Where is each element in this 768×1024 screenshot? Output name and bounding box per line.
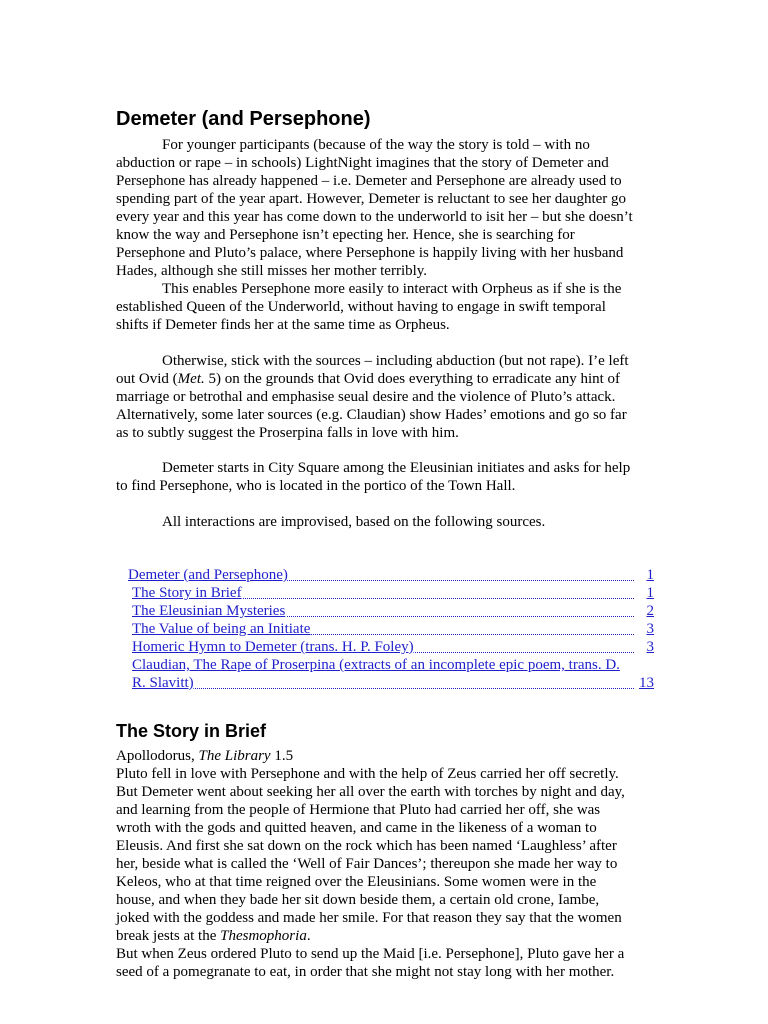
story-line: Pluto fell in love with Persephone and with the help of Zeus carried her off secretly.: [116, 766, 619, 782]
toc-entry-title: The Value of being an Initiate: [132, 621, 311, 637]
otherwise-line: as to subtly suggest the Proserpina falls in love with him.: [116, 425, 459, 441]
story-line: her, beside what is called the ‘Well of Fair Dances’; thereupon she made her way to: [116, 856, 618, 872]
story-line: Eleusis. And first she sat down on the rock which has been named ‘Laughless’ after: [116, 838, 617, 854]
intro-line: every year and this year has come down to the underworld to isit her – but she doesn’t: [116, 209, 633, 225]
toc-entry-page: 1: [646, 567, 654, 583]
toc-entry-page: 3: [646, 639, 654, 655]
work-title-library: The Library: [198, 748, 271, 764]
toc-entry-title: The Story in Brief: [132, 585, 242, 601]
text-span: Apollodorus,: [116, 748, 199, 764]
toc-entry-page: 1: [646, 585, 654, 601]
toc-entry-title: R. Slavitt): [132, 675, 194, 691]
text-span: 5) on the grounds that Ovid does everything to erradicate any hint of: [204, 371, 621, 387]
toc-entry[interactable]: [132, 584, 654, 602]
enables-line: established Queen of the Underworld, without having to engage in swift temporal: [116, 299, 606, 315]
story-line: seed of a pomegranate to eat, in order that she might not stay long with her mother.: [116, 964, 615, 980]
intro-line: Persephone and Pluto’s palace, where Persephone is happily living with her husband: [116, 245, 624, 261]
toc-entry-title: Demeter (and Persephone): [128, 567, 288, 583]
festival-name: Thesmophoria: [220, 928, 307, 944]
text-span: .: [306, 928, 311, 944]
otherwise-line: Alternatively, some later sources (e.g. Claudian) show Hades’ emotions and go so far: [116, 407, 627, 423]
demeter-starts-line: to find Persephone, who is located in the portico of the Town Hall.: [116, 478, 516, 494]
enables-line: This enables Persephone more easily to interact with Orpheus as if she is the: [162, 281, 622, 297]
toc-entry[interactable]: [132, 602, 654, 620]
intro-line: For younger participants (because of the way the story is told – with no: [162, 137, 590, 153]
intro-line: Hades, although she still misses her mother terribly.: [116, 263, 428, 279]
story-line: wroth with the gods and quitted heaven, and came in the likeness of a woman to: [116, 820, 597, 836]
toc-entry[interactable]: [128, 566, 654, 584]
toc-entry-page: 2: [646, 603, 654, 619]
otherwise-line: marriage or betrothal and emphasise seual desire and the violence of Pluto’s attack.: [116, 389, 616, 405]
story-line: house, and when they bade her sit down beside them, a certain old crone, Iambe,: [116, 892, 600, 908]
source-citation: [116, 747, 293, 765]
toc-entry-title: The Eleusinian Mysteries: [132, 603, 286, 619]
story-line: Keleos, who at that time reigned over the Eleusinians. Some women were in the: [116, 874, 597, 890]
intro-line: abduction or rape – in schools) LightNight imagines that the story of Demeter and: [116, 155, 609, 171]
toc-entry-title: Claudian, The Rape of Proserpina (extracts of an incomplete epic poem, trans. D.: [132, 657, 620, 673]
story-line: joked with the goddess and made her smile. For that reason they say that the women: [116, 910, 622, 926]
intro-line: Persephone has already happened – i.e. Demeter and Persephone are already used to: [116, 173, 622, 189]
intro-line: know the way and Persephone isn’t epecting her. Hence, she is searching for: [116, 227, 575, 243]
toc-entry-page: 13: [639, 675, 654, 691]
page-title: Demeter (and Persephone): [116, 108, 371, 130]
improvised-line: All interactions are improvised, based on the following sources.: [162, 514, 546, 530]
toc-entry[interactable]: [132, 674, 654, 692]
toc-entry[interactable]: [132, 620, 654, 638]
section-heading: The Story in Brief: [116, 721, 267, 741]
story-line: [116, 927, 311, 945]
toc-entry[interactable]: [132, 638, 654, 656]
story-line: But when Zeus ordered Pluto to send up the Maid [i.e. Persephone], Pluto gave her a: [116, 946, 625, 962]
intro-line: spending part of the year apart. However, Demeter is reluctant to see her daughter go: [116, 191, 627, 207]
text-span: break jests at the: [116, 928, 221, 944]
otherwise-line: [116, 370, 620, 388]
toc-entry[interactable]: [132, 656, 654, 674]
toc-entry-title: Homeric Hymn to Demeter (trans. H. P. Foley): [132, 639, 414, 655]
toc-leader-dots: [132, 688, 634, 689]
story-line: But Demeter went about seeking her all over the earth with torches by night and day,: [116, 784, 625, 800]
story-line: and learning from the people of Hermione that Pluto had carried her off, she was: [116, 802, 601, 818]
text-span: out Ovid (: [116, 371, 178, 387]
otherwise-line: Otherwise, stick with the sources – including abduction (but not rape). I’e left: [162, 353, 629, 369]
toc-entry-page: 3: [646, 621, 654, 637]
enables-line: shifts if Demeter finds her at the same time as Orpheus.: [116, 317, 450, 333]
text-span: 1.5: [270, 748, 294, 764]
work-title-met: Met.: [177, 371, 205, 387]
demeter-starts-line: Demeter starts in City Square among the Eleusinian initiates and asks for help: [162, 460, 631, 476]
